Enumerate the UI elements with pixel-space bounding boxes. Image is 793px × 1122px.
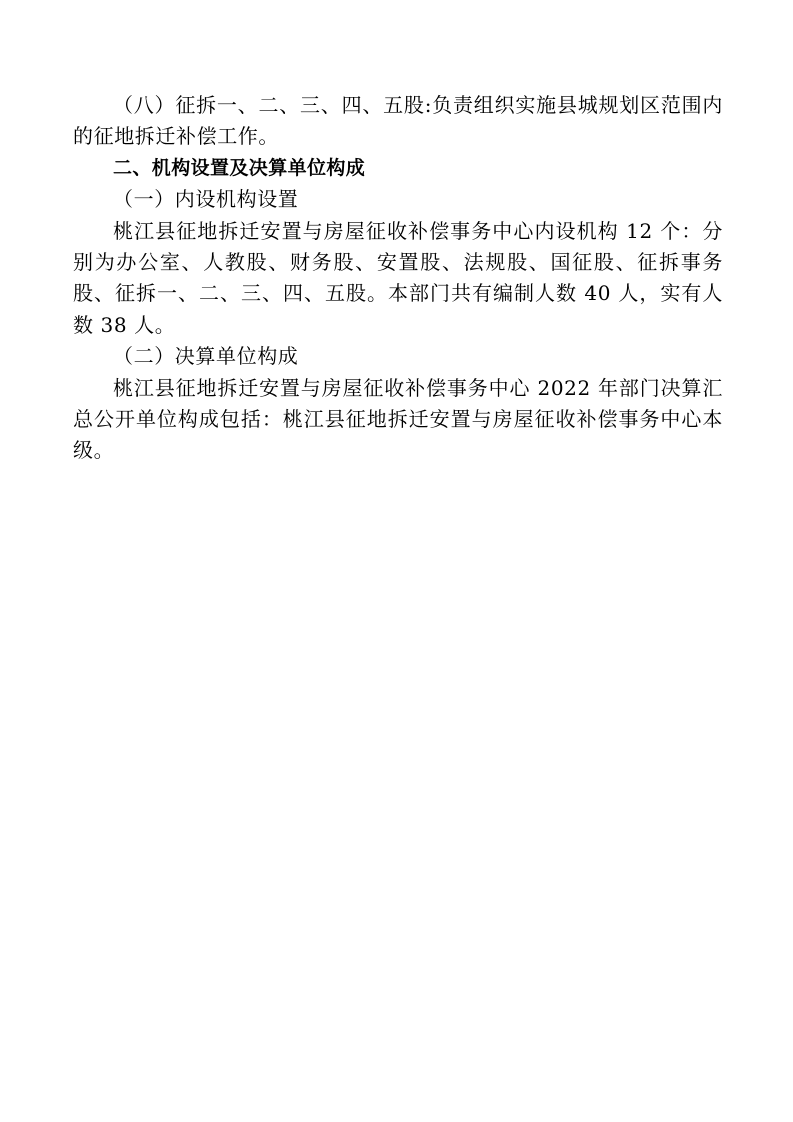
subsection-heading-accounting-units: （二）决算单位构成 xyxy=(113,344,299,369)
document-page xyxy=(73,90,723,467)
paragraph-accounting-units: 桃江县征地拆迁安置与房屋征收补偿事务中心 2022 年部门决算汇总公开单位构成包括：桃江县征地拆迁安置与房屋征收补偿事务中心本级。 xyxy=(73,375,723,463)
paragraph-duties-8: （八）征拆一、二、三、四、五股:负责组织实施县城规划区范围内的征地拆迁补偿工作。 xyxy=(73,93,723,149)
section-heading-organization: 二、机构设置及决算单位构成 xyxy=(113,156,366,179)
paragraph-internal-structure: 桃江县征地拆迁安置与房屋征收补偿事务中心内设机构 12 个：分别为办公室、人教股、财务股、安置股、法规股、国征股、征拆事务股、征拆一、二、三、四、五股。本部门共有编制人数 40 人，实有人数 38 人。 xyxy=(73,218,723,337)
subsection-heading-internal-structure: （一）内设机构设置 xyxy=(113,187,299,212)
